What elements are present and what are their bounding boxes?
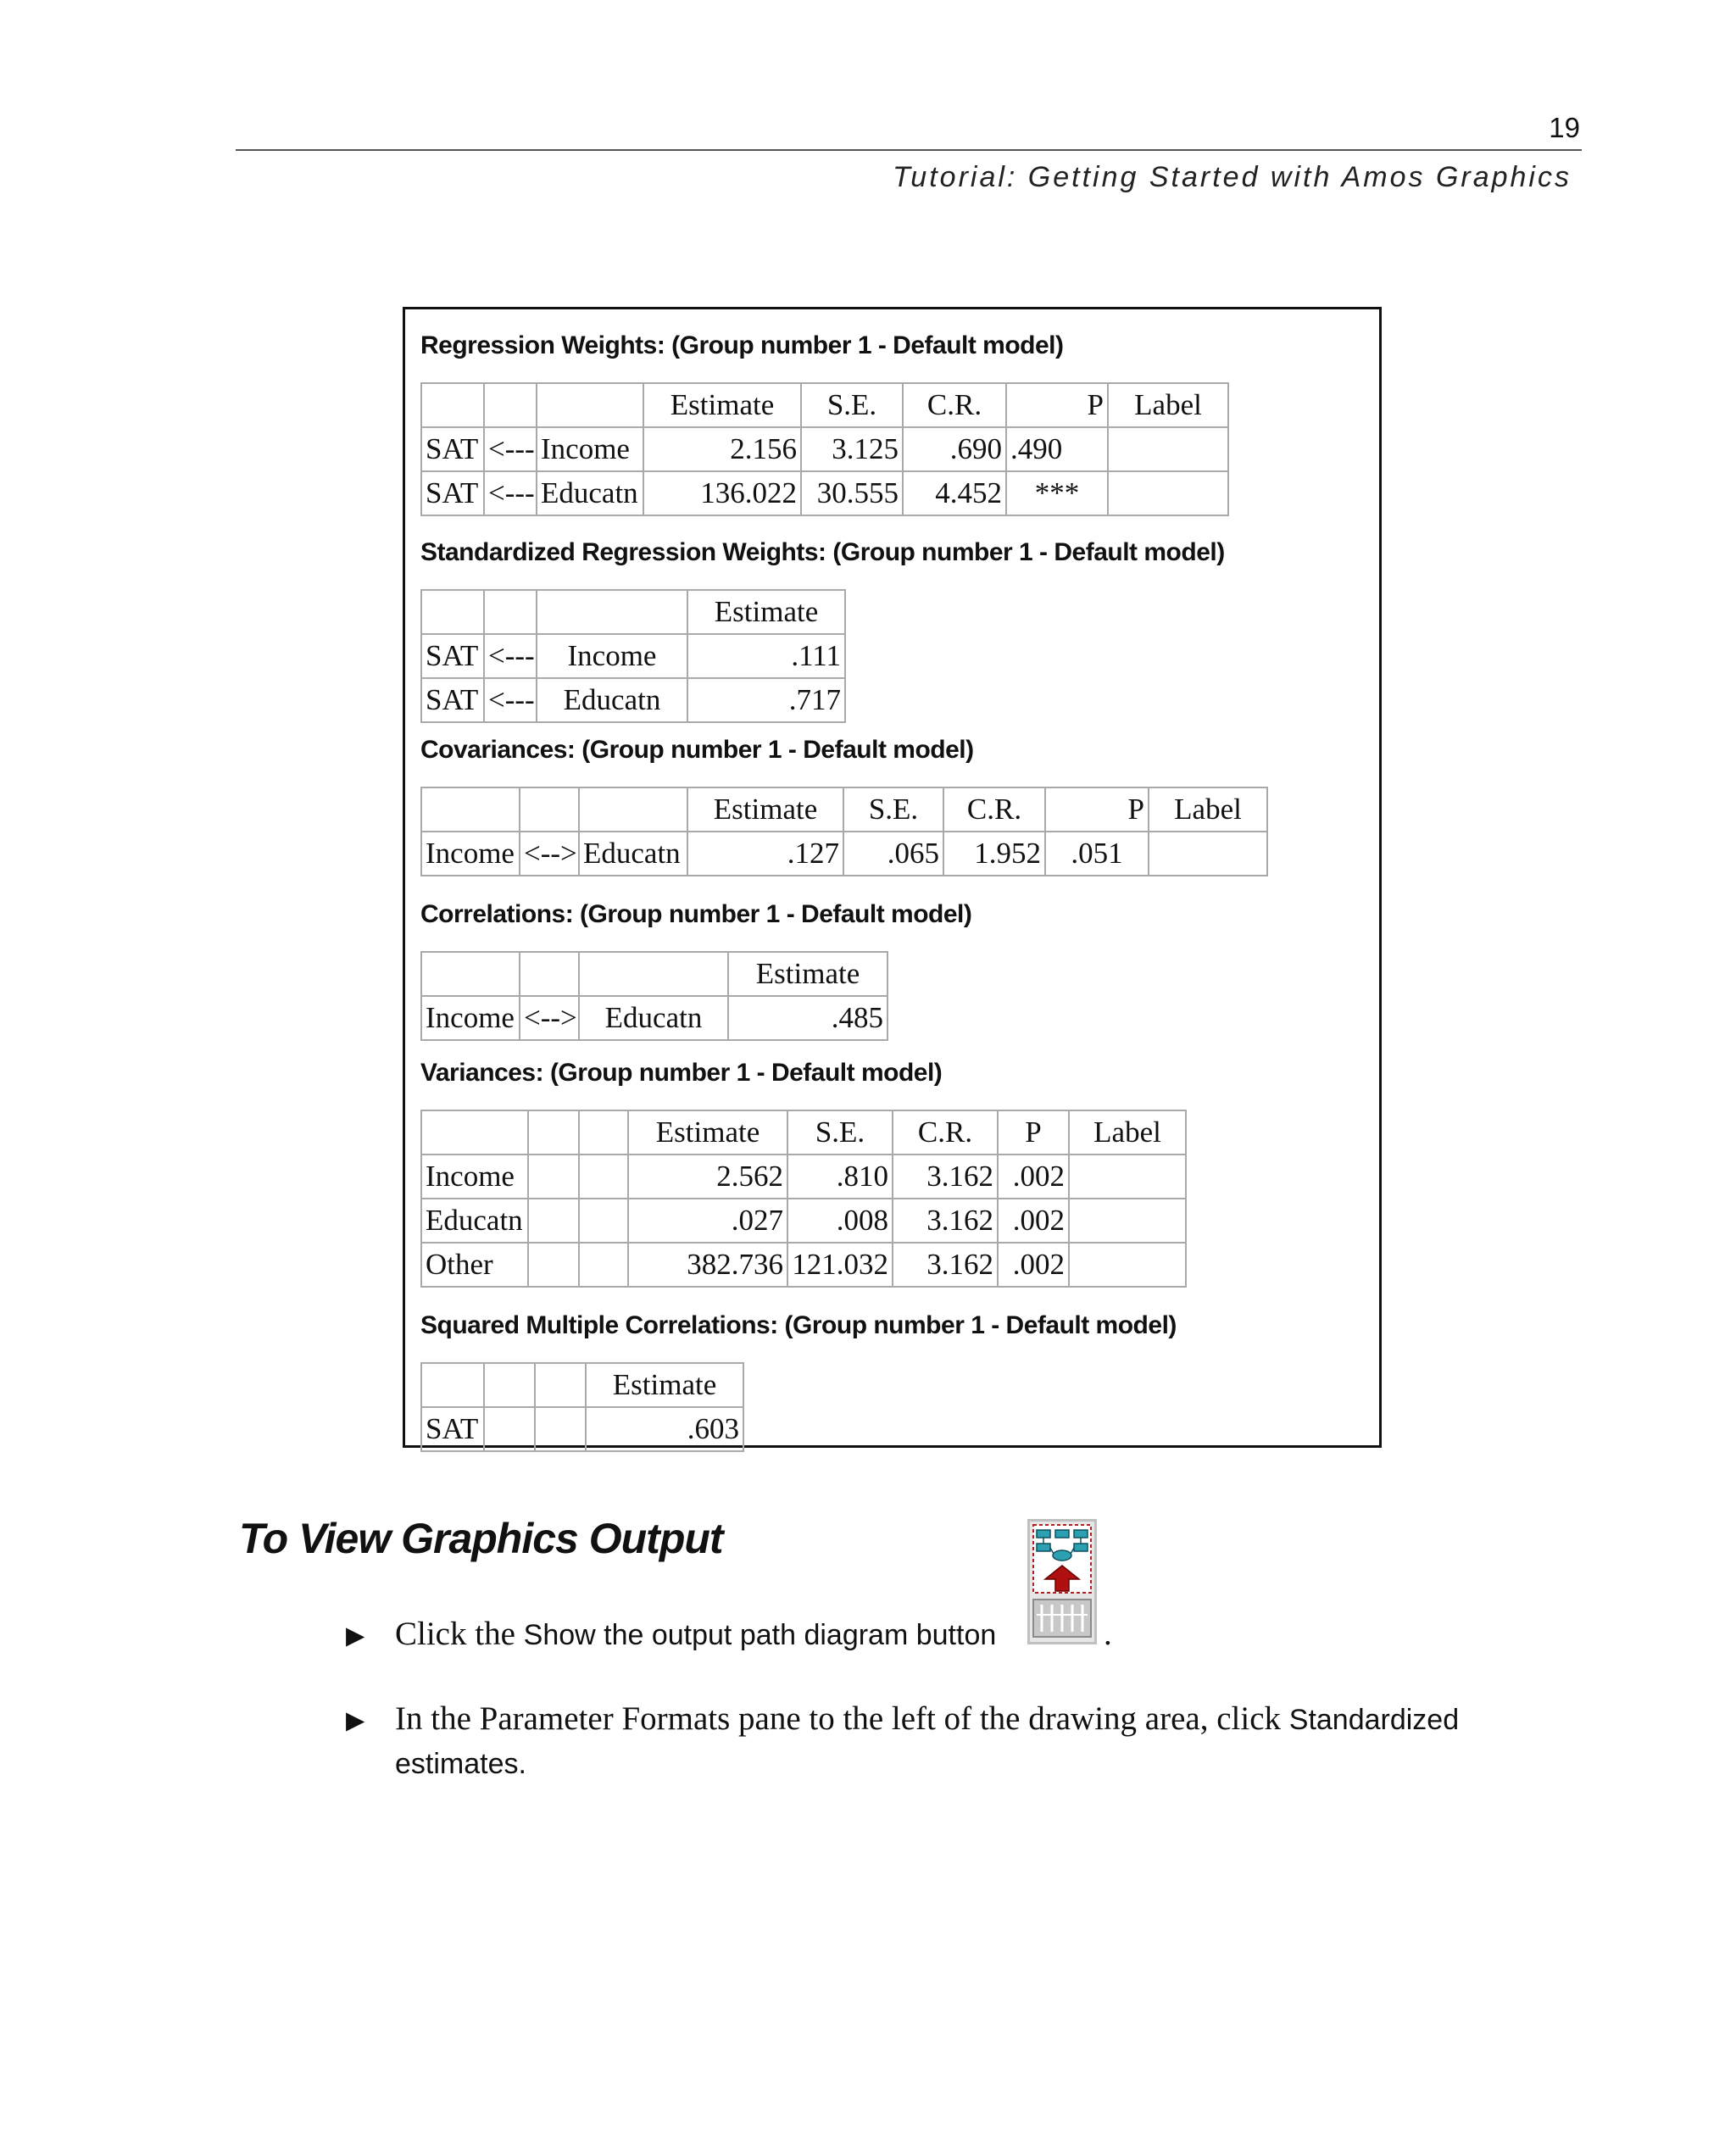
header-cell xyxy=(579,787,687,832)
cell: .002 xyxy=(998,1155,1069,1199)
header-cell xyxy=(520,952,579,996)
cell xyxy=(1069,1243,1186,1287)
show-output-path-diagram-button[interactable] xyxy=(1027,1519,1097,1644)
header-cell: S.E. xyxy=(801,383,903,427)
header-cell: S.E. xyxy=(843,787,943,832)
step-1-period: . xyxy=(1104,1616,1112,1652)
cell: 3.162 xyxy=(893,1155,998,1199)
cell: 382.736 xyxy=(628,1243,787,1287)
cell: Income xyxy=(537,427,643,471)
header-cell: C.R. xyxy=(903,383,1006,427)
cell: 121.032 xyxy=(787,1243,893,1287)
cell: *** xyxy=(1006,471,1108,515)
cell: <--- xyxy=(484,634,537,678)
output-path-diagram-icon xyxy=(1030,1522,1094,1642)
table-row xyxy=(421,471,1228,515)
covariances-table xyxy=(420,787,1268,876)
cell: .051 xyxy=(1045,832,1149,876)
cell xyxy=(528,1243,579,1287)
step-1-text-after: button xyxy=(908,1619,997,1651)
cell: .002 xyxy=(998,1243,1069,1287)
table-row xyxy=(421,996,887,1040)
cell xyxy=(1149,832,1267,876)
table-row xyxy=(421,427,1228,471)
cell: 3.125 xyxy=(801,427,903,471)
step-1 xyxy=(395,1612,996,1657)
cell: .027 xyxy=(628,1199,787,1243)
header-cell: Label xyxy=(1108,383,1228,427)
cell: SAT xyxy=(421,678,484,722)
header-cell: P xyxy=(1045,787,1149,832)
step-2-continued xyxy=(395,1741,526,1786)
cell: 3.162 xyxy=(893,1243,998,1287)
header-cell xyxy=(421,952,520,996)
table-row xyxy=(421,678,845,722)
cell: .603 xyxy=(586,1407,743,1451)
header-cell: Estimate xyxy=(728,952,887,996)
cell: 4.452 xyxy=(903,471,1006,515)
cell: <--> xyxy=(520,996,579,1040)
regression-weights-title: Regression Weights: (Group number 1 - Default model) xyxy=(420,331,1064,359)
cell: Other xyxy=(421,1243,528,1287)
cell xyxy=(1108,471,1228,515)
header-cell: S.E. xyxy=(787,1110,893,1155)
section-heading: To View Graphics Output xyxy=(239,1515,723,1562)
cell: <--- xyxy=(484,471,537,515)
header-cell: Label xyxy=(1149,787,1267,832)
cell: <--> xyxy=(520,832,579,876)
step-1-text: Click the xyxy=(395,1616,524,1652)
header-cell xyxy=(421,1110,528,1155)
header-cell xyxy=(520,787,579,832)
step-2 xyxy=(395,1697,1459,1742)
cell: 2.562 xyxy=(628,1155,787,1199)
header-cell: Estimate xyxy=(687,590,845,634)
cell xyxy=(484,1407,535,1451)
table-header-row xyxy=(421,1363,743,1407)
step-2-ui-term: Standardized xyxy=(1288,1704,1460,1736)
cell: SAT xyxy=(421,634,484,678)
std-regression-weights-title: Standardized Regression Weights: (Group number 1 - Default model) xyxy=(420,538,1225,566)
cell: Educatn xyxy=(579,832,687,876)
cell: .485 xyxy=(728,996,887,1040)
cell xyxy=(528,1155,579,1199)
cell xyxy=(579,1155,628,1199)
cell: 2.156 xyxy=(643,427,801,471)
table-header-row xyxy=(421,590,845,634)
cell xyxy=(579,1243,628,1287)
cell: Educatn xyxy=(537,471,643,515)
header-rule xyxy=(236,149,1582,151)
header-cell: P xyxy=(1006,383,1108,427)
bullet-icon: ▶ xyxy=(346,1622,365,1650)
header-cell: C.R. xyxy=(943,787,1045,832)
cell xyxy=(535,1407,586,1451)
smc-title: Squared Multiple Correlations: (Group number 1 - Default model) xyxy=(420,1311,1177,1339)
header-cell: Estimate xyxy=(628,1110,787,1155)
std-regression-weights-table xyxy=(420,589,846,723)
variances-table xyxy=(420,1110,1187,1288)
header-cell xyxy=(421,590,484,634)
cell: .717 xyxy=(687,678,845,722)
table-header-row xyxy=(421,383,1228,427)
header-cell xyxy=(484,383,537,427)
header-cell: Estimate xyxy=(643,383,801,427)
running-header: Tutorial: Getting Started with Amos Graphics xyxy=(893,161,1572,193)
variances-title: Variances: (Group number 1 - Default model) xyxy=(420,1059,943,1087)
cell: .008 xyxy=(787,1199,893,1243)
cell xyxy=(1108,427,1228,471)
page-number: 19 xyxy=(1549,112,1580,143)
cell: Educatn xyxy=(579,996,728,1040)
table-header-row xyxy=(421,952,887,996)
cell: Income xyxy=(421,996,520,1040)
cell xyxy=(1069,1199,1186,1243)
cell: .690 xyxy=(903,427,1006,471)
cell: 1.952 xyxy=(943,832,1045,876)
cell xyxy=(528,1199,579,1243)
cell: SAT xyxy=(421,1407,484,1451)
header-cell xyxy=(579,1110,628,1155)
correlations-table xyxy=(420,951,888,1041)
cell: Educatn xyxy=(537,678,687,722)
header-cell: Estimate xyxy=(586,1363,743,1407)
covariances-title: Covariances: (Group number 1 - Default model) xyxy=(420,736,974,764)
header-cell: Label xyxy=(1069,1110,1186,1155)
cell: <--- xyxy=(484,427,537,471)
header-cell xyxy=(421,787,520,832)
cell: .002 xyxy=(998,1199,1069,1243)
cell: 30.555 xyxy=(801,471,903,515)
table-row xyxy=(421,1155,1186,1199)
header-cell xyxy=(484,1363,535,1407)
correlations-title: Correlations: (Group number 1 - Default model) xyxy=(420,900,972,928)
table-row xyxy=(421,634,845,678)
cell: SAT xyxy=(421,471,484,515)
cell: SAT xyxy=(421,427,484,471)
header-cell xyxy=(579,952,728,996)
text-output-panel xyxy=(403,307,1382,1448)
header-cell: P xyxy=(998,1110,1069,1155)
cell: Income xyxy=(537,634,687,678)
table-row xyxy=(421,1407,743,1451)
table-row xyxy=(421,832,1267,876)
header-cell: C.R. xyxy=(893,1110,998,1155)
table-row xyxy=(421,1243,1186,1287)
header-cell xyxy=(484,590,537,634)
cell: Income xyxy=(421,832,520,876)
regression-weights-table xyxy=(420,382,1229,516)
header-cell xyxy=(421,1363,484,1407)
cell: <--- xyxy=(484,678,537,722)
header-cell: Estimate xyxy=(687,787,843,832)
step-1-ui-term: Show the output path diagram xyxy=(523,1619,909,1651)
table-header-row xyxy=(421,787,1267,832)
table-row xyxy=(421,1199,1186,1243)
header-cell xyxy=(421,383,484,427)
header-cell xyxy=(528,1110,579,1155)
cell: 136.022 xyxy=(643,471,801,515)
smc-table xyxy=(420,1362,744,1452)
cell: .490 xyxy=(1006,427,1108,471)
cell: .810 xyxy=(787,1155,893,1199)
cell: .127 xyxy=(687,832,843,876)
cell xyxy=(1069,1155,1186,1199)
table-header-row xyxy=(421,1110,1186,1155)
cell: Educatn xyxy=(421,1199,528,1243)
step-2-ui-term-continued: estimates. xyxy=(395,1748,526,1780)
cell: .065 xyxy=(843,832,943,876)
bullet-icon: ▶ xyxy=(346,1707,365,1734)
header-cell xyxy=(537,383,643,427)
cell: 3.162 xyxy=(893,1199,998,1243)
step-2-text: In the Parameter Formats pane to the left of the drawing area, click xyxy=(395,1700,1289,1737)
cell: Income xyxy=(421,1155,528,1199)
cell: .111 xyxy=(687,634,845,678)
header-cell xyxy=(535,1363,586,1407)
header-cell xyxy=(537,590,687,634)
cell xyxy=(579,1199,628,1243)
